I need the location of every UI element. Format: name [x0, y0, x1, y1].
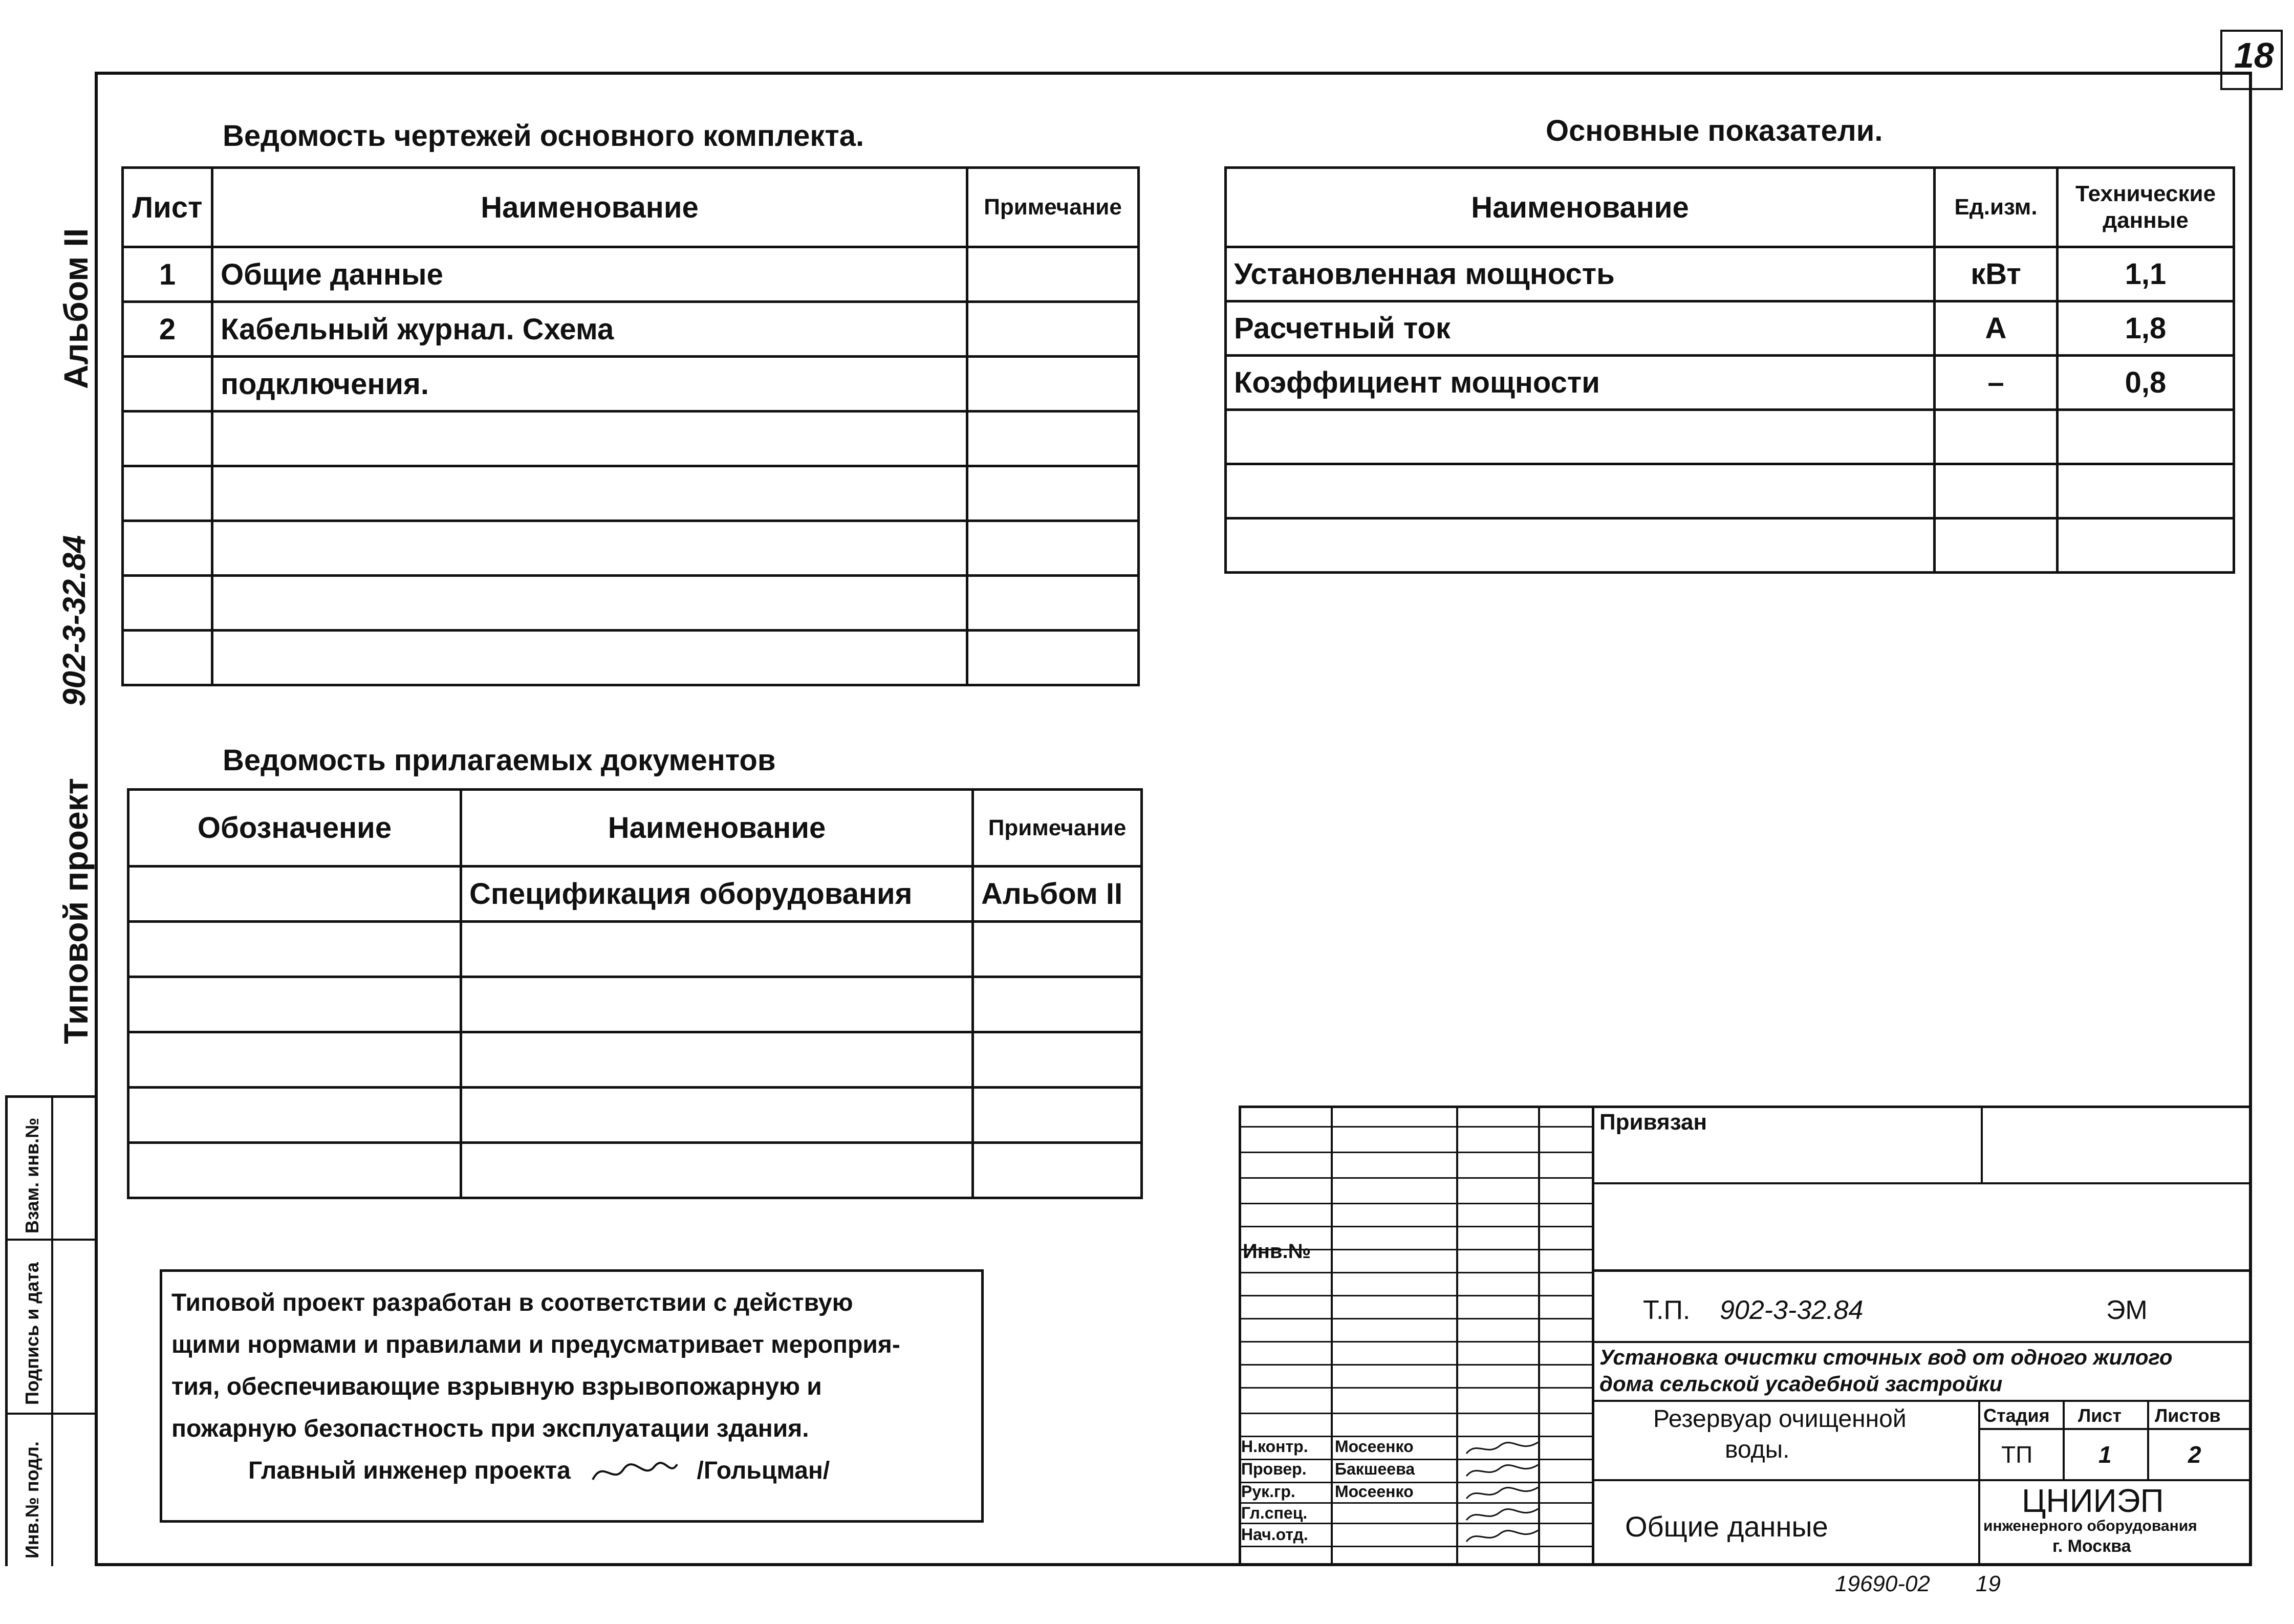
drawings-name-cell — [212, 521, 967, 576]
documents-row — [128, 867, 1142, 922]
drawings-note-cell — [967, 247, 1139, 302]
indicators-name-cell — [1226, 410, 1935, 464]
tb-sheets-value: 2 — [2188, 1441, 2201, 1468]
documents-name-cell — [461, 922, 973, 977]
tb-sheet-divider — [2063, 1400, 2065, 1479]
indicators-header-data: Технические данные — [2058, 168, 2234, 247]
documents-header-name: Наименование — [461, 790, 973, 867]
drawings-name-cell: Кабельный журнал. Схема — [212, 302, 967, 357]
side-project-type: Типовой проект — [57, 777, 95, 1044]
stamp-strip-mid — [51, 1095, 53, 1566]
tb-stage-value: ТП — [2001, 1441, 2033, 1468]
indicators-unit-cell — [1935, 518, 2058, 573]
tb-building-line-2: воды. — [1725, 1436, 1790, 1463]
drawings-header-note: Примечание — [967, 168, 1139, 247]
tb-stage-divider — [1978, 1400, 1980, 1566]
documents-note-cell: Альбом II — [973, 867, 1142, 922]
indicators-unit-cell: кВт — [1935, 247, 2058, 301]
indicators-name-cell: Расчетный ток — [1226, 301, 1935, 356]
indicators-unit-cell: – — [1935, 356, 2058, 410]
tb-stage-header-line — [1978, 1428, 2252, 1430]
tb-grid-line — [1239, 1203, 1592, 1204]
tb-role-label: Провер. — [1241, 1460, 1307, 1478]
tb-grid-line — [1239, 1364, 1592, 1366]
drawings-header-sheet: Лист — [123, 168, 212, 247]
tb-building-line-1: Резервуар очищенной — [1653, 1405, 1907, 1433]
documents-code-cell — [128, 922, 461, 977]
tb-hline-e — [1592, 1479, 2252, 1481]
tb-role-signature — [1464, 1461, 1541, 1481]
note-line-3: тия, обеспечивающие взрывную взрывопожарную и — [171, 1373, 822, 1400]
drawings-name-cell: подключения. — [212, 357, 967, 412]
indicators-row — [1226, 247, 2234, 301]
indicators-header-name: Наименование — [1226, 168, 1935, 247]
tb-sheet-header: Лист — [2078, 1405, 2122, 1426]
indicators-name-cell — [1226, 518, 1935, 573]
indicators-unit-cell — [1935, 464, 2058, 518]
documents-name-cell — [461, 977, 973, 1032]
drawings-note-cell — [967, 521, 1139, 576]
footer-page: 19 — [1976, 1571, 2001, 1596]
documents-note-cell — [973, 1032, 1142, 1088]
tb-grid-line — [1239, 1318, 1592, 1319]
tb-org-city: г. Москва — [2052, 1536, 2131, 1556]
drawings-sheet-cell — [123, 576, 212, 631]
side-project-code: 902-3-32.84 — [57, 535, 92, 706]
indicators-unit-cell: А — [1935, 301, 2058, 356]
drawings-sheet-cell — [123, 466, 212, 521]
drawings-title: Ведомость чертежей основного комплекта. — [223, 119, 864, 153]
tb-object-line-1: Установка очистки сточных вод от одного жилого — [1599, 1345, 2173, 1369]
drawings-sheet-cell — [123, 412, 212, 466]
indicators-row — [1226, 301, 2234, 356]
tb-vline-2 — [1456, 1106, 1458, 1566]
indicators-row — [1226, 410, 2234, 464]
documents-note-cell — [973, 1088, 1142, 1143]
indicators-title: Основные показатели. — [1546, 114, 1883, 147]
drawings-note-cell — [967, 302, 1139, 357]
tb-org-sub: инженерного оборудования — [1983, 1518, 2197, 1534]
tb-sheet-title: Общие данные — [1625, 1510, 1828, 1543]
documents-row — [128, 1032, 1142, 1088]
tb-hline-b — [1592, 1269, 2252, 1272]
drawings-name-cell — [212, 576, 967, 631]
documents-code-cell — [128, 1088, 461, 1143]
tb-grid-line — [1239, 1387, 1592, 1389]
drawings-row — [123, 357, 1139, 412]
footer-archive-no: 19690-02 — [1835, 1571, 1930, 1596]
tb-grid-line — [1239, 1226, 1592, 1227]
indicators-row — [1226, 356, 2234, 410]
tb-vline-4 — [1592, 1106, 1594, 1566]
tb-hline-d — [1592, 1400, 2252, 1402]
indicators-name-cell: Установленная мощность — [1226, 247, 1935, 301]
side-album-label: Альбом II — [57, 228, 95, 389]
documents-header-code: Обозначение — [128, 790, 461, 867]
tb-tp-label: Т.П. — [1643, 1295, 1691, 1325]
tb-inv-no: Инв.№ — [1243, 1240, 1311, 1263]
tb-org-name: ЦНИИЭП — [2022, 1482, 2164, 1519]
drawings-row — [123, 412, 1139, 466]
tb-role-signature — [1464, 1438, 1541, 1459]
tb-grid-line — [1239, 1295, 1592, 1296]
drawings-note-cell — [967, 466, 1139, 521]
note-line-2: щими нормами и правилами и предусматривает мероприя- — [171, 1331, 900, 1358]
documents-code-cell — [128, 867, 461, 922]
tb-grid-line — [1239, 1272, 1592, 1273]
documents-name-cell — [461, 1088, 973, 1143]
drawings-name-cell — [212, 631, 967, 685]
drawings-sheet-cell — [123, 521, 212, 576]
drawings-row — [123, 521, 1139, 576]
tb-hline-a — [1592, 1182, 2252, 1184]
drawings-row — [123, 466, 1139, 521]
drawings-note-cell — [967, 576, 1139, 631]
project-note — [160, 1269, 984, 1523]
note-line-1: Типовой проект разработан в соответствии с действую — [171, 1289, 853, 1316]
note-chief-name: /Гольцман/ — [697, 1457, 830, 1484]
drawings-note-cell — [967, 412, 1139, 466]
tb-tied-divider — [1981, 1106, 1983, 1182]
drawings-row — [123, 576, 1139, 631]
documents-name-cell: Спецификация оборудования — [461, 867, 973, 922]
indicators-name-cell: Коэффициент мощности — [1226, 356, 1935, 410]
indicators-value-cell: 0,8 — [2058, 356, 2234, 410]
tb-sheets-divider — [2147, 1400, 2149, 1479]
indicators-value-cell: 1,8 — [2058, 301, 2234, 356]
documents-code-cell — [128, 977, 461, 1032]
tb-mark: ЭМ — [2106, 1295, 2148, 1325]
tb-role-label: Гл.спец. — [1241, 1504, 1308, 1522]
documents-name-cell — [461, 1032, 973, 1088]
tb-tp-code: 902-3-32.84 — [1720, 1295, 1864, 1325]
indicators-value-cell — [2058, 464, 2234, 518]
tb-role-label: Рук.гр. — [1241, 1482, 1295, 1501]
tb-role-signature — [1464, 1526, 1541, 1547]
tb-grid-line — [1239, 1341, 1592, 1342]
indicators-header-unit: Ед.изм. — [1935, 168, 2058, 247]
tb-grid-line — [1239, 1152, 1592, 1153]
documents-note-cell — [973, 922, 1142, 977]
tb-grid-line — [1239, 1126, 1592, 1128]
documents-code-cell — [128, 1143, 461, 1198]
drawings-sheet-cell — [123, 357, 212, 412]
tb-grid-line — [1239, 1177, 1592, 1179]
tb-role-signature — [1464, 1483, 1541, 1504]
indicators-table — [1224, 166, 2235, 574]
tb-object-line-2: дома сельской усадебной застройки — [1599, 1372, 2003, 1396]
tb-hline-c — [1592, 1341, 2252, 1343]
tb-sheets-header: Листов — [2155, 1405, 2221, 1426]
drawings-note-cell — [967, 631, 1139, 685]
drawings-table — [121, 166, 1140, 686]
documents-title: Ведомость прилагаемых документов — [223, 744, 776, 777]
indicators-value-cell: 1,1 — [2058, 247, 2234, 301]
drawings-row — [123, 631, 1139, 685]
tb-vline-1 — [1331, 1106, 1333, 1566]
indicators-unit-cell — [1935, 410, 2058, 464]
stamp-label-original: Инв.№ подл. — [21, 1441, 42, 1558]
stamp-label-replaced: Взам. инв.№ — [21, 1117, 42, 1233]
note-chief-row — [171, 1450, 972, 1492]
drawings-header-name: Наименование — [212, 168, 967, 247]
drawings-sheet-cell: 2 — [123, 302, 212, 357]
documents-row — [128, 922, 1142, 977]
tb-role-label: Н.контр. — [1241, 1437, 1308, 1456]
tb-role-label: Нач.отд. — [1241, 1525, 1308, 1544]
tb-sheet-value: 1 — [2098, 1441, 2112, 1468]
documents-note-cell — [973, 1143, 1142, 1198]
documents-row — [128, 1143, 1142, 1198]
documents-code-cell — [128, 1032, 461, 1088]
page-number: 18 — [2234, 35, 2274, 75]
drawings-name-cell — [212, 466, 967, 521]
documents-row — [128, 977, 1142, 1032]
drawings-sheet-cell: 1 — [123, 247, 212, 302]
tb-grid-line — [1239, 1413, 1592, 1414]
drawings-row — [123, 302, 1139, 357]
documents-header-note: Примечание — [973, 790, 1142, 867]
indicators-row — [1226, 464, 2234, 518]
note-chief-label: Главный инженер проекта — [248, 1457, 571, 1484]
drawings-name-cell — [212, 412, 967, 466]
indicators-row — [1226, 518, 2234, 573]
tb-tied-label: Привязан — [1599, 1110, 1707, 1135]
drawings-name-cell: Общие данные — [212, 247, 967, 302]
documents-note-cell — [973, 977, 1142, 1032]
drawings-note-cell — [967, 357, 1139, 412]
indicators-value-cell — [2058, 410, 2234, 464]
tb-role-signature — [1464, 1505, 1541, 1525]
indicators-name-cell — [1226, 464, 1935, 518]
stamp-strip-left — [5, 1095, 8, 1566]
tb-stage-header: Стадия — [1983, 1405, 2050, 1426]
indicators-value-cell — [2058, 518, 2234, 573]
stamp-label-signature: Подпись и дата — [21, 1262, 42, 1405]
chief-signature — [588, 1454, 680, 1490]
tb-role-name: Мосеенко — [1335, 1482, 1414, 1501]
tb-role-name: Бакшеева — [1335, 1460, 1415, 1478]
note-line-4: пожарную безопастность при эксплуатации здания. — [171, 1415, 809, 1442]
documents-name-cell — [461, 1143, 973, 1198]
documents-table — [127, 788, 1143, 1199]
documents-row — [128, 1088, 1142, 1143]
drawings-row — [123, 247, 1139, 302]
tb-role-name: Мосеенко — [1335, 1437, 1414, 1456]
drawings-sheet-cell — [123, 631, 212, 685]
